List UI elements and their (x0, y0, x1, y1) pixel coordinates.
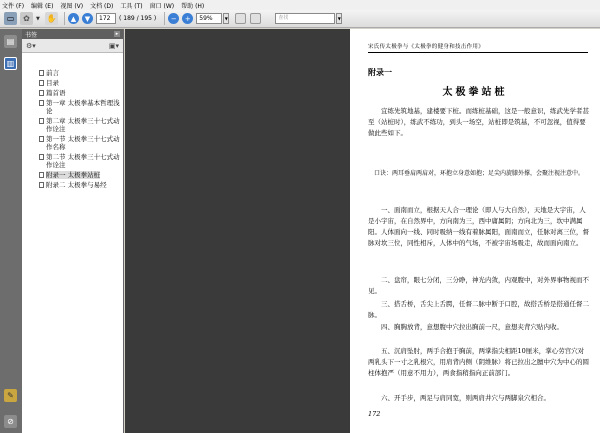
bookmark-label: 目录 (46, 79, 59, 87)
bookmark-icon (39, 80, 44, 86)
bookmark-label: 第一节 太极拳三十七式动作名称 (46, 135, 120, 151)
signature-icon[interactable]: ✎ (4, 389, 17, 402)
bookmark-label: 附录二 太极拳与易经 (46, 181, 107, 189)
menu-tools[interactable]: 工具 (T) (120, 2, 143, 10)
bookmark-item[interactable] (39, 153, 121, 169)
bookmark-item-selected[interactable] (39, 171, 121, 179)
pages-icon[interactable]: ▤ (4, 35, 17, 48)
page-number-input[interactable]: 172 (96, 13, 116, 24)
menu-file[interactable]: 文件 (F) (2, 2, 25, 10)
mnemonic-verse: 口诀：两耳垂肩两肩对，环抱立身意如抱；足尖内旋膝外撑，会聚注视注意中。 (373, 170, 584, 177)
close-icon[interactable]: ▸ (115, 31, 119, 37)
bookmark-icon (39, 172, 44, 178)
navigation-rail (0, 29, 22, 433)
search-input[interactable]: 查找 (275, 13, 335, 24)
fit-page-icon[interactable] (235, 13, 246, 24)
appendix-label: 附录一 (368, 67, 392, 77)
bookmark-label: 篇首语 (46, 89, 66, 97)
bookmarks-icon[interactable]: ▥ (4, 57, 17, 70)
page-number: 172 (368, 410, 381, 418)
zoom-level-input[interactable]: 59% (196, 13, 222, 24)
toolbar-divider (64, 12, 65, 25)
previous-page-icon[interactable]: ▲ (68, 13, 79, 24)
bookmark-item[interactable] (39, 69, 121, 77)
menu-view[interactable]: 视图 (V) (60, 2, 84, 10)
bookmark-item[interactable] (39, 181, 121, 189)
bookmark-item[interactable] (39, 79, 121, 87)
fit-width-icon[interactable] (250, 13, 261, 24)
bookmark-icon (39, 70, 44, 76)
attachment-icon[interactable]: ⊘ (4, 415, 17, 428)
toolbar (0, 10, 600, 28)
new-bookmark-icon[interactable]: ▣▾ (108, 41, 119, 50)
paragraph: 四、胸胸放背，意想腹中穴拉出胸前一尺，意想夹背穴贴内收。 (381, 323, 563, 331)
bookmark-icon (39, 118, 44, 124)
settings-icon[interactable]: ✿ (20, 12, 33, 25)
menu-window[interactable]: 窗口 (W) (149, 2, 175, 10)
bookmark-icon (39, 154, 44, 160)
paragraph: 六、开手步，两足与肩同宽，则两肩井穴与两脚泉穴相合。 (381, 394, 550, 402)
menu-document[interactable]: 文档 (D) (90, 2, 114, 10)
panel-header (22, 29, 123, 39)
next-page-icon[interactable]: ▼ (82, 13, 93, 24)
bookmark-list (39, 69, 121, 191)
hand-icon[interactable]: ✋ (46, 14, 57, 23)
paragraph: 二、盘帘，眼七分闭，三分睁，神光内敛，内观腹中，对外界事物视而不见。 (368, 276, 589, 295)
zoom-in-icon[interactable]: + (182, 13, 193, 24)
toolbar-divider (164, 12, 165, 25)
menu-help[interactable]: 帮助 (H) (181, 2, 205, 10)
panel-title: 书签 (25, 31, 38, 39)
bookmark-item[interactable] (39, 117, 121, 133)
bookmark-label: 前言 (46, 69, 59, 77)
document-page[interactable] (350, 29, 600, 433)
bookmark-label: 附录一 太极拳站桩 (46, 171, 101, 179)
bookmarks-panel (22, 29, 124, 433)
panel-toolbar (22, 39, 123, 53)
bookmark-label: 第一章 太极拳基本哲理浅论 (46, 99, 120, 115)
running-head: 宋氏传太极拳与《太极拳的健身和技击作用》 (368, 42, 588, 53)
options-icon[interactable]: ⚙▾ (26, 41, 36, 50)
bookmark-item[interactable] (39, 89, 121, 97)
paragraph: 三、搭舌桥，舌尖上舌腭，任督二脉中断于口腔，故搭舌桥是搭通任督二脉。 (368, 300, 589, 319)
bookmark-label: 第二节 太极拳三十七式动作诠注 (46, 153, 120, 169)
print-icon[interactable]: ▭ (4, 12, 17, 25)
bookmark-icon (39, 182, 44, 188)
bookmark-icon (39, 90, 44, 96)
paragraph: 一、面南而立，根据天人合一理论（即人与大自然），天地是大宇宙，人是小宇宙，在自然界中，方向南为三，西中庸属阴；方向北为三，坎中满属阳。人体面向一线、同时吸纳一线有着脉属阳，面南而立，任脉对离三位，督脉对坎三位，同性相斥，人体中的气场，不被宇宙场吸走，故而面向南立。 (368, 206, 589, 247)
menu-bar (0, 0, 600, 10)
bookmark-item[interactable] (39, 135, 121, 151)
paragraph: 五、沉肩坠肘，两手合抱于胸前，两掌指尖相距10厘米，掌心劳宫穴对两乳头下一寸之乳根穴，用肩背内侧（阴维脉）将已拉出之膻中穴为中心的圆柱体抱严（用意不用力），两食指稍指向正前部门。 (368, 347, 589, 377)
page-count: ( 189 / 195 ) (119, 15, 157, 22)
chevron-down-icon[interactable]: ▼ (36, 15, 40, 22)
document-background[interactable] (125, 29, 350, 433)
chapter-title: 太极拳站桩 (442, 87, 508, 98)
search-dropdown-icon[interactable]: ▼ (336, 13, 342, 24)
bookmark-label: 第二章 太极拳三十七式动作诠注 (46, 117, 120, 133)
bookmark-icon (39, 100, 44, 106)
zoom-out-icon[interactable]: − (168, 13, 179, 24)
paragraph: 宜练先筑地基，建楼要下桩。而练桩基础，这是一般意识，练武先学者甚至（站桩时），练武不练功，到头一场空，站桩即是筑基，不可忽视，值得要做此些如下。 (368, 107, 589, 137)
zoom-dropdown-icon[interactable]: ▼ (223, 13, 229, 24)
bookmark-item[interactable] (39, 99, 121, 115)
bookmark-icon (39, 136, 44, 142)
menu-edit[interactable]: 编辑 (E) (31, 2, 54, 10)
